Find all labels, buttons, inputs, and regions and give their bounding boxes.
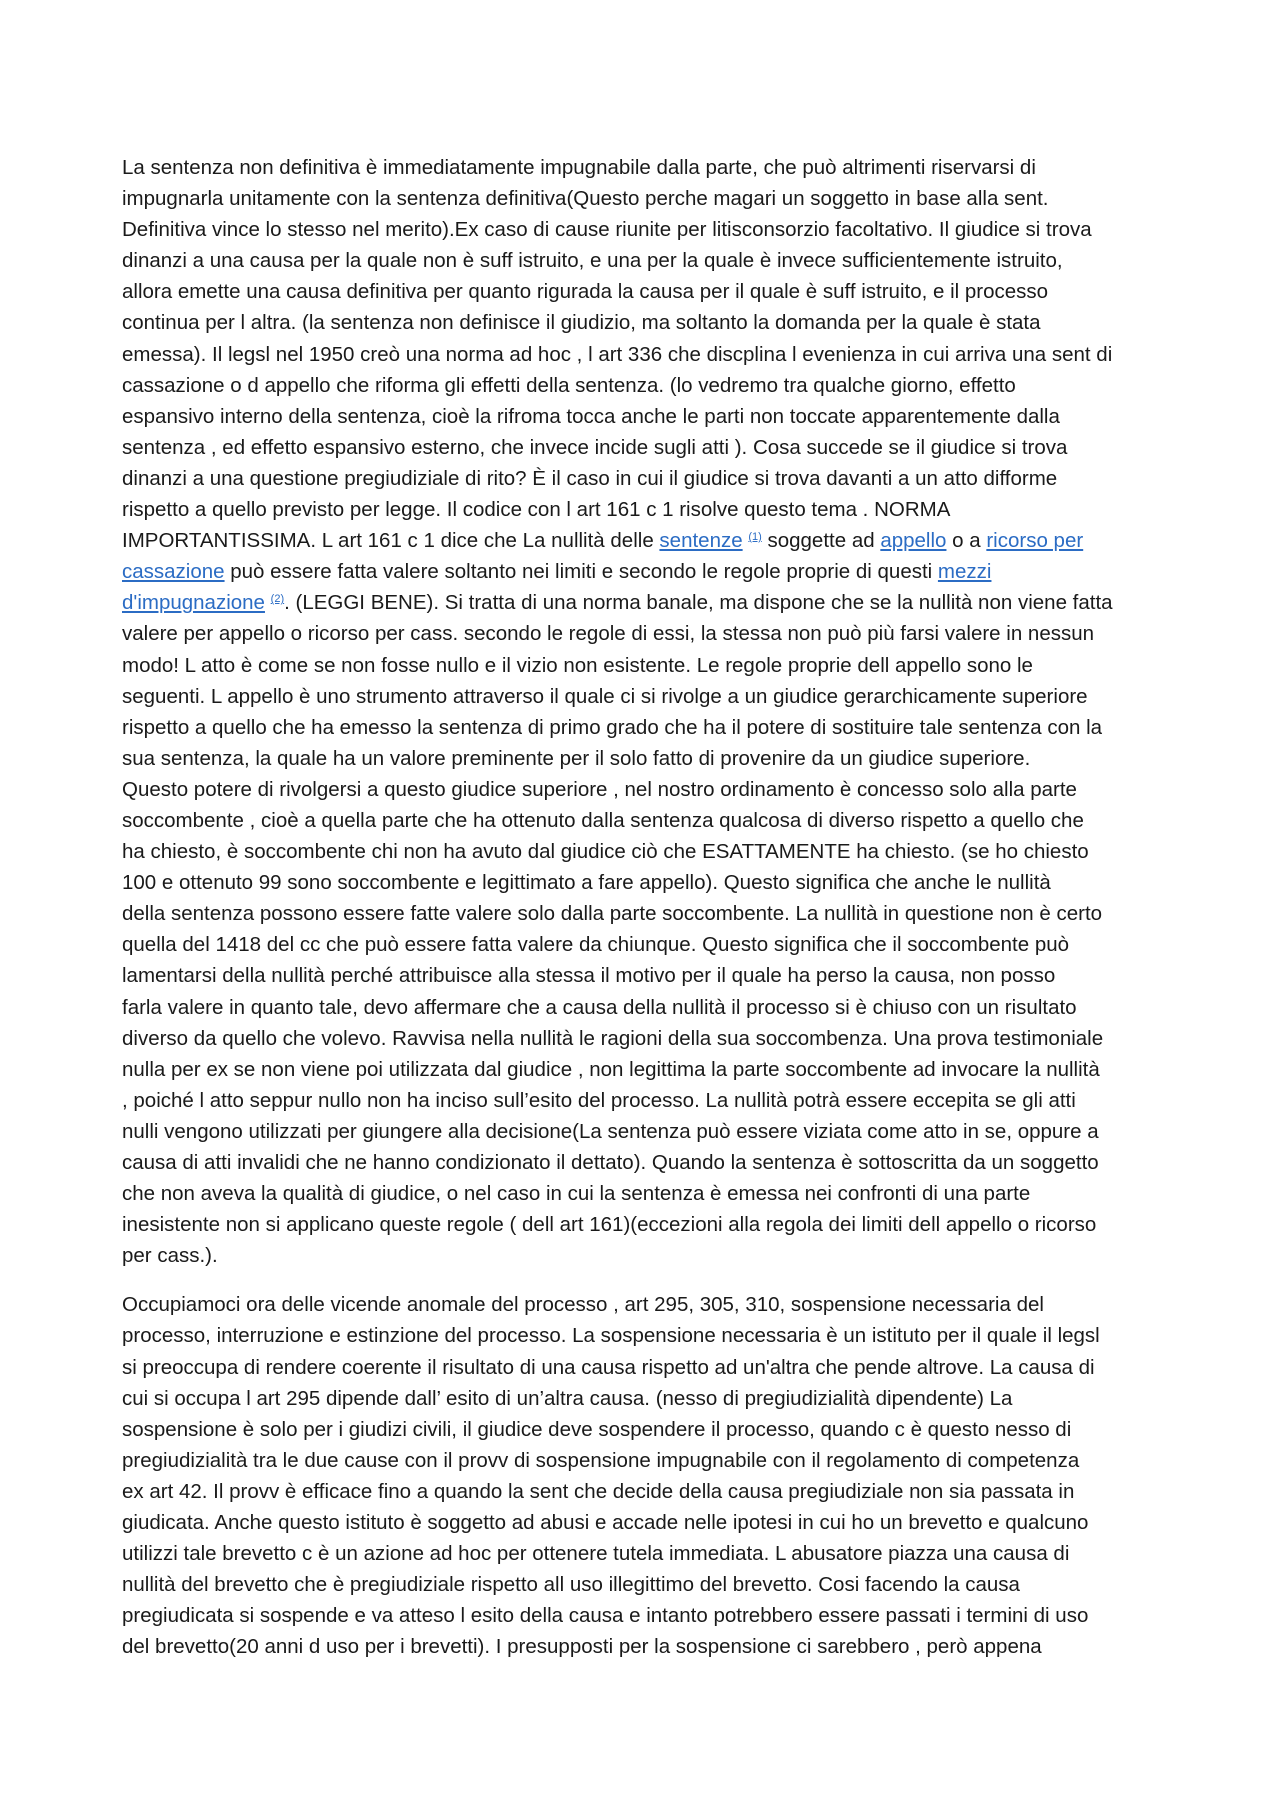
text-line: si preoccupa di rendere coerente il risultato di una causa rispetto ad un'altra che pende altrove. La causa di <box>122 1355 1095 1379</box>
text-line: 100 e ottenuto 99 sono soccombente e legittimato a fare appello). Questo significa che anche le nullità <box>122 871 1051 895</box>
text-line: pregiudizialità tra le due cause con il provv di sospensione impugnabile con il regolamento di competenza <box>122 1448 1080 1472</box>
text-line: dinanzi a una questione pregiudiziale di rito? È il caso in cui il giudice si trova davanti a un atto difforme <box>122 466 1058 490</box>
text-line: impugnarla unitamente con la sentenza definitiva(Questo perche magari un soggetto in base alla sent. <box>122 187 1049 211</box>
footnote-ref-2 <box>271 593 284 605</box>
text-line-with-links <box>122 587 1166 618</box>
text-line: valere per appello o ricorso per cass. secondo le regole di essi, la stessa non può più farsi valere in nessun <box>122 622 1095 646</box>
text-line: della sentenza possono essere fatte valere solo dalla parte soccombente. La nullità in questione non è certo <box>122 902 1103 926</box>
text-span: IMPORTANTISSIMA. L art 161 c 1 dice che La nullità delle <box>122 529 660 553</box>
text-line: sua sentenza, la quale ha un valore preminente per il solo fatto di provenire da un giudice superiore. <box>122 746 1031 770</box>
text-line: soccombente , cioè a quella parte che ha ottenuto dalla sentenza qualcosa di diverso rispetto a quello che <box>122 808 1084 832</box>
paragraph-spacer <box>122 1271 1166 1289</box>
text-line: diverso da quello che volevo. Ravvisa nella nullità le ragioni della sua soccombenza. Una prova testimoniale <box>122 1026 1104 1050</box>
text-line: lamentarsi della nullità perché attribuisce alla stessa il motivo per il quale ha perso la causa, non posso <box>122 964 1056 988</box>
text-span: può essere fatta valere soltanto nei limiti e secondo le regole proprie di questi <box>224 560 938 584</box>
text-line-with-links <box>122 556 1166 587</box>
text-line: espansivo interno della sentenza, cioè la rifroma tocca anche le parti non toccate apparentemente dalla <box>122 404 1060 428</box>
text-line: Questo potere di rivolgersi a questo giudice superiore , nel nostro ordinamento è concesso solo alla parte <box>122 777 1077 801</box>
text-line: inesistente non si applicano queste regole ( dell art 161)(eccezioni alla regola dei limiti dell appello o ricorso <box>122 1213 1097 1237</box>
text-line: processo, interruzione e estinzione del processo. La sospensione necessaria è un istituto per il quale il legsl <box>122 1324 1100 1348</box>
text-line: ha chiesto, è soccombente chi non ha avuto dal giudice ciò che ESATTAMENTE ha chiesto. (se ho chiesto <box>122 840 1089 864</box>
text-line: Occupiamoci ora delle vicende anomale del processo , art 295, 305, 310, sospensione necessaria del <box>122 1293 1044 1317</box>
document-page <box>122 152 1166 1663</box>
paragraph-2 <box>122 1289 1166 1662</box>
text-line: farla valere in quanto tale, devo affermare che a causa della nullità il processo si è chiuso con un risultato <box>122 995 1077 1019</box>
text-line: causa di atti invalidi che ne hanno condizionato il dettato). Quando la sentenza è sottoscritta da un soggetto <box>122 1151 1099 1174</box>
paragraph-1-continuation <box>122 618 1166 1271</box>
text-line: dinanzi a una causa per la quale non è suff istruito, e una per la quale è invece sufficientemente istruito, <box>122 249 1063 273</box>
link-ricorso-per-cassazione-cont[interactable]: cassazione <box>122 560 225 584</box>
text-line: nulli vengono utilizzati per giungere alla decisione(La sentenza può essere viziata come atto in se, oppure a <box>122 1119 1099 1143</box>
text-line: cassazione o d appello che riforma gli effetti della sentenza. (lo vedremo tra qualche giorno, effetto <box>122 373 1016 397</box>
footnote-ref-1 <box>748 531 761 543</box>
footnote-link-1[interactable]: (1) <box>748 531 762 544</box>
text-line: sentenza , ed effetto espansivo esterno, che invece incide sugli atti ). Cosa succede se il giudice si trova <box>122 435 1068 459</box>
text-line: rispetto a quello previsto per legge. Il codice con l art 161 c 1 risolve questo tema . NORMA <box>122 498 951 522</box>
text-line: , poiché l atto seppur nullo non ha inciso sull’esito del processo. La nullità potrà essere eccepita se gli atti <box>122 1088 1076 1112</box>
text-line: ex art 42. Il provv è efficace fino a quando la sent che decide della causa pregiudiziale non sia passata in <box>122 1479 1075 1503</box>
link-mezzi-impugnazione-cont[interactable]: d'impugnazione <box>122 591 265 615</box>
text-line: Definitiva vince lo stesso nel merito).Ex caso di cause riunite per litisconsorzio facoltativo. Il giudice si trova <box>122 218 1092 242</box>
text-line: del brevetto(20 anni d uso per i brevetti). I presupposti per la sospensione ci sarebbero , però appena <box>122 1635 1042 1659</box>
text-line: quella del 1418 del cc che può essere fatta valere da chiunque. Questo significa che il soccombente può <box>122 933 1070 957</box>
text-line-with-links <box>122 525 1166 556</box>
text-line: che non aveva la qualità di giudice, o nel caso in cui la sentenza è emessa nei confronti di una parte <box>122 1182 1031 1206</box>
text-line: cui si occupa l art 295 dipende dall’ esito di un’altra causa. (nesso di pregiudizialità dipendente) La <box>122 1386 1013 1410</box>
link-mezzi-impugnazione[interactable]: mezzi <box>937 560 992 584</box>
link-sentenze[interactable]: sentenze <box>659 529 743 553</box>
text-line: sospensione è solo per i giudizi civili, il giudice deve sospendere il processo, quando c è questo nesso di <box>122 1417 1072 1441</box>
text-line: nullità del brevetto che è pregiudiziale rispetto all uso illegittimo del brevetto. Cosi facendo la causa <box>122 1573 1020 1597</box>
text-span: . (LEGGI BENE). Si tratta di una norma banale, ma dispone che se la nullità non viene fatta <box>284 591 1113 615</box>
text-line: rispetto a quello che ha emesso la sentenza di primo grado che ha il potere di sostituire tale sentenza con la <box>122 715 1103 739</box>
text-line: per cass.). <box>122 1244 218 1268</box>
paragraph-1 <box>122 152 1166 1271</box>
text-line: pregiudicata si sospende e va atteso l esito della causa e intanto potrebbero essere passati i termini di uso <box>122 1604 1089 1628</box>
text-line: emessa). Il legsl nel 1950 creò una norma ad hoc , l art 336 che discplina l evenienza in cui arriva una sent di <box>122 342 1113 366</box>
text-line: giudicata. Anche questo istituto è soggetto ad abusi e accade nelle ipotesi in cui ho un brevetto e qualcuno <box>122 1511 1089 1535</box>
link-appello[interactable]: appello <box>880 529 947 553</box>
footnote-link-2[interactable]: (2) <box>270 593 285 606</box>
text-line: La sentenza non definitiva è immediatamente impugnabile dalla parte, che può altrimenti riservarsi di <box>122 156 1036 179</box>
text-span: o a <box>946 529 987 553</box>
link-ricorso-per-cassazione[interactable]: ricorso per <box>986 529 1084 553</box>
text-line: seguenti. L appello è uno strumento attraverso il quale ci si rivolge a un giudice gerarchicamente superiore <box>122 684 1088 708</box>
text-line: utilizzi tale brevetto c è un azione ad hoc per ottenere tutela immediata. L abusatore piazza una causa di <box>122 1542 1070 1566</box>
text-line: modo! L atto è come se non fosse nullo e il vizio non esistente. Le regole proprie dell appello sono le <box>122 653 1033 677</box>
text-line: allora emette una causa definitiva per quanto rigurada la causa per il quale è suff istruito, e il processo <box>122 280 1049 304</box>
text-line: continua per l altra. (la sentenza non definisce il giudizio, ma soltanto la domanda per la quale è stata <box>122 311 1041 335</box>
text-line: nulla per ex se non viene poi utilizzata dal giudice , non legittima la parte soccombente ad invocare la nullità <box>122 1057 1100 1081</box>
text-span: soggette ad <box>761 529 881 553</box>
